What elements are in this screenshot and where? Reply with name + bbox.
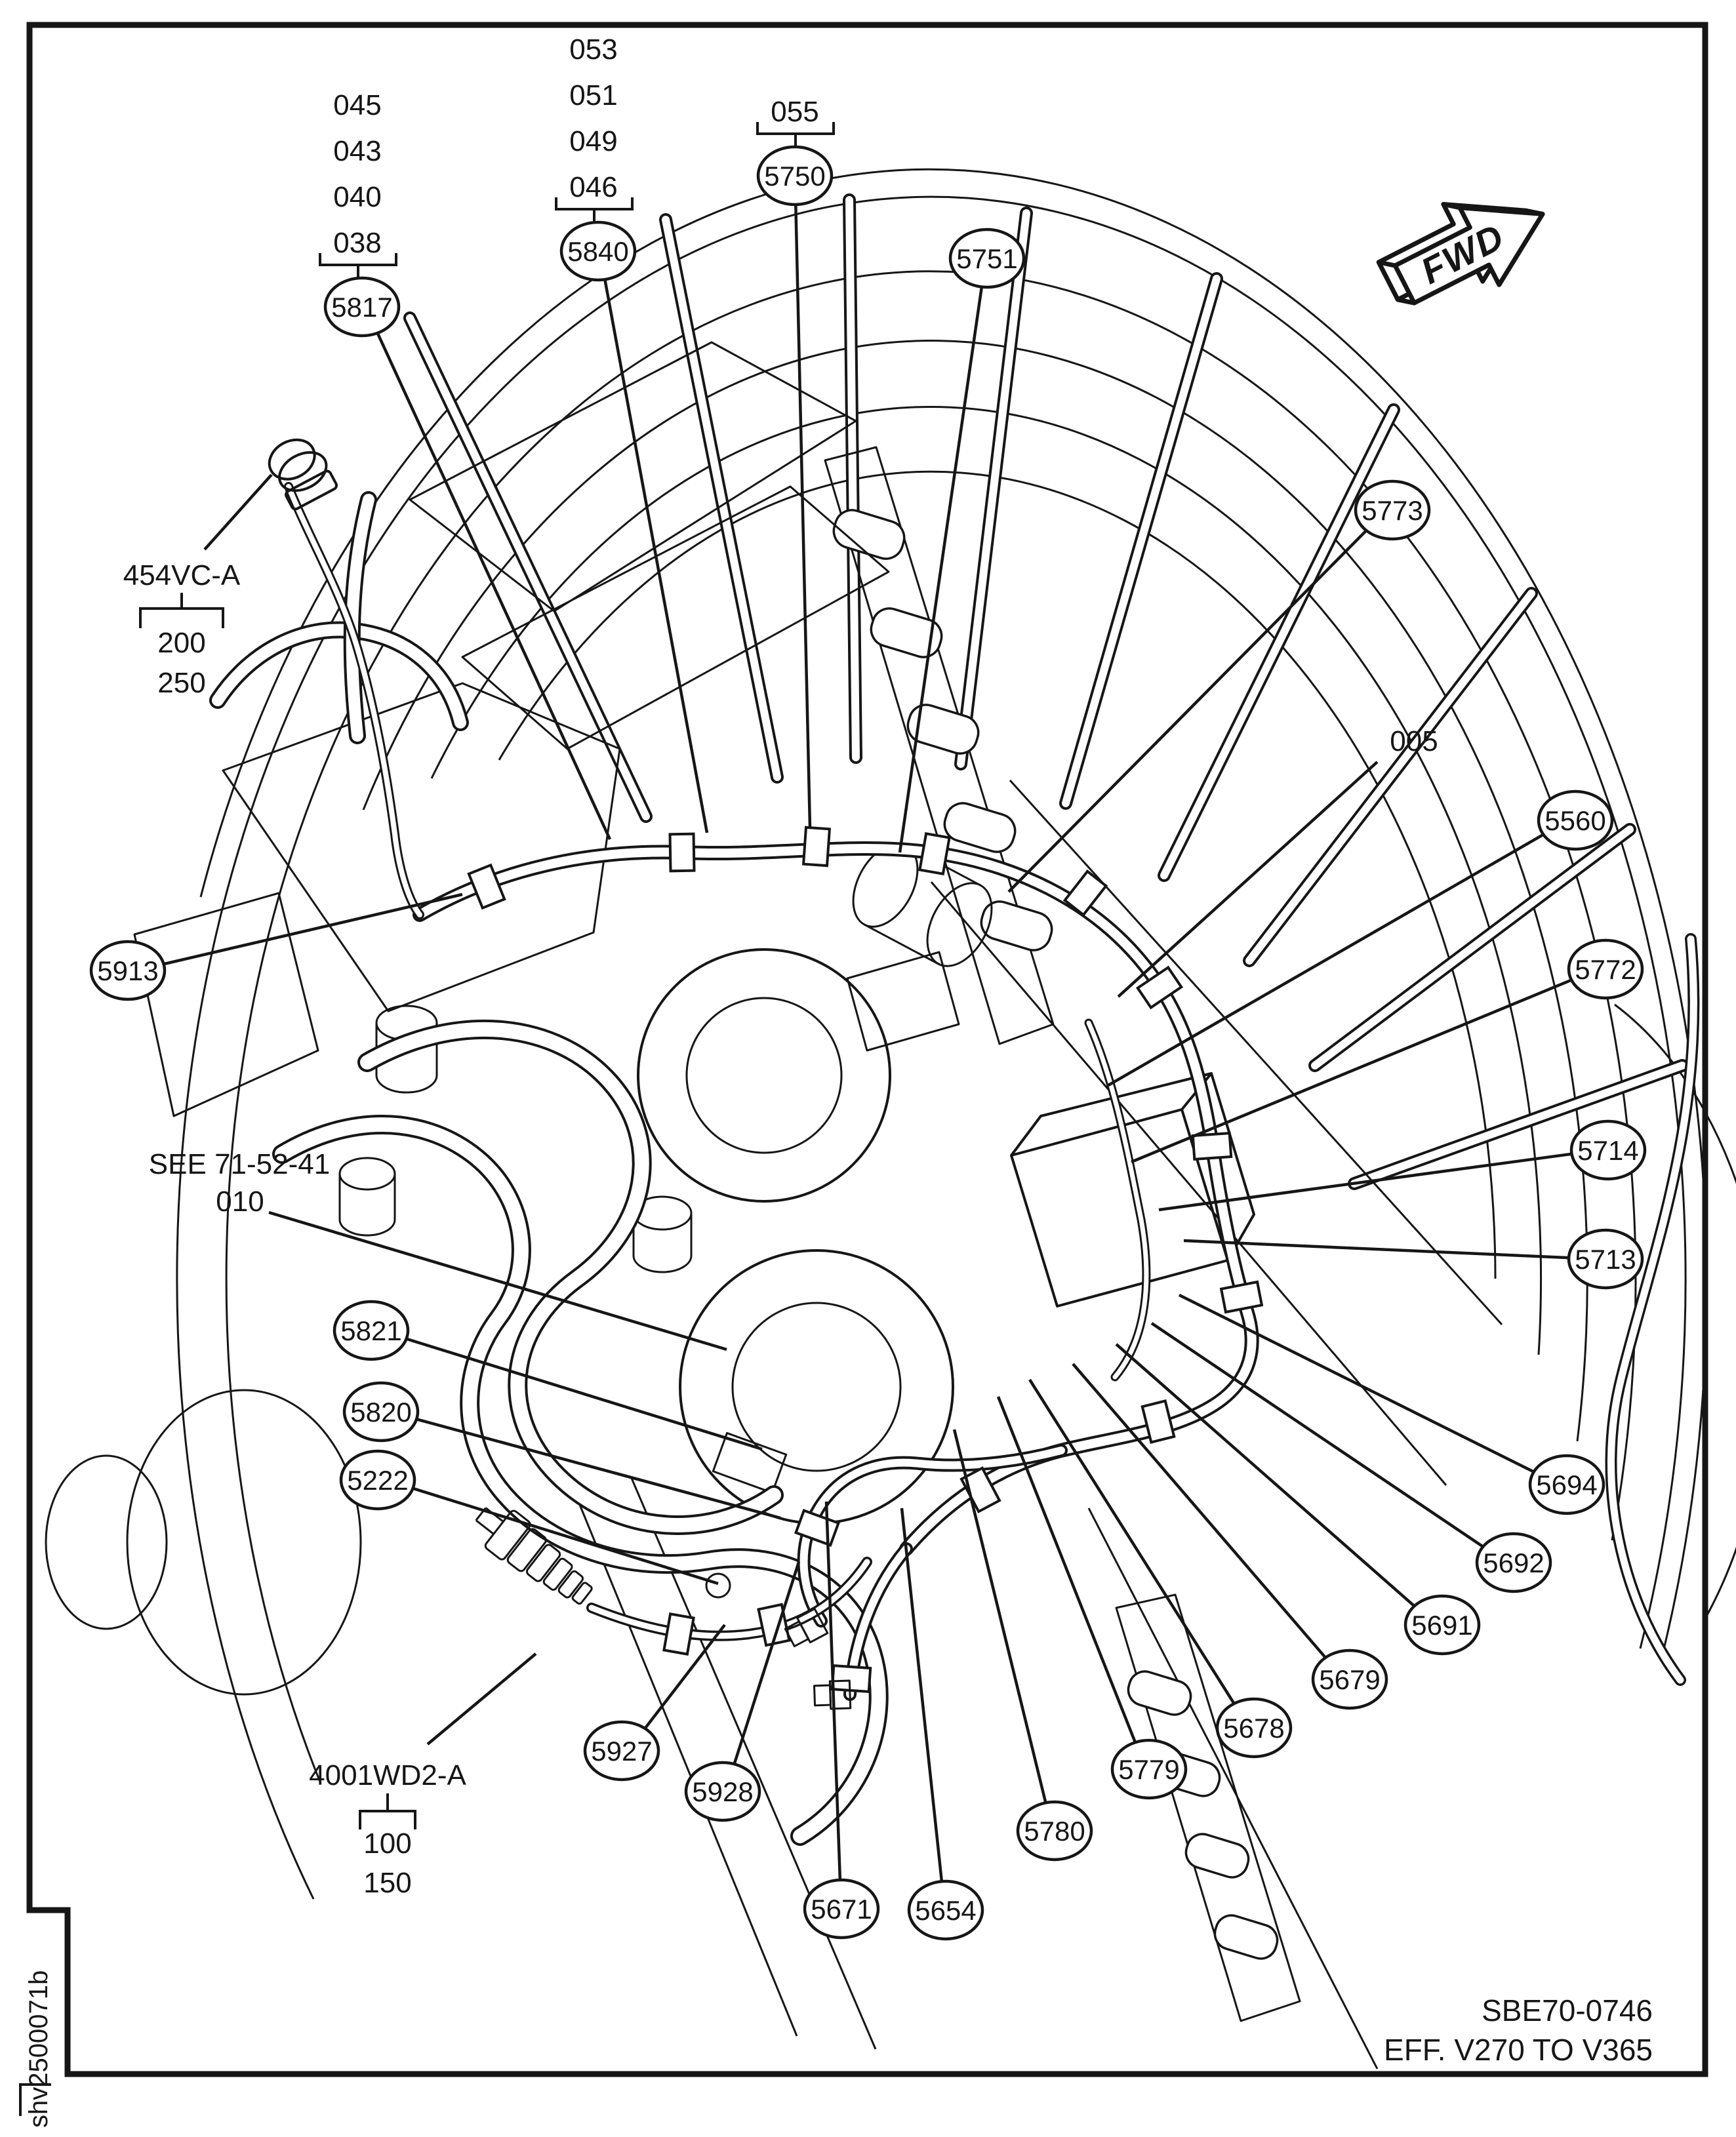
harness-id-454VC-A: 454VC-A [123,559,241,591]
callout-label-5780: 5780 [1024,1816,1085,1847]
harness-id-item-250: 250 [157,667,206,699]
callout-label-5678: 5678 [1223,1713,1285,1744]
drawing-number: SBE70-0746 [1482,1993,1653,2027]
leader-5913 [164,894,462,964]
see-reference-item: 010 [216,1186,264,1218]
callout-label-5750: 5750 [764,161,826,191]
callout-label-5222: 5222 [347,1465,409,1496]
leader-5713 [1184,1241,1569,1258]
callout-label-5671: 5671 [811,1894,872,1925]
leader-5751 [900,287,982,852]
ladder-strut-lower [1116,1595,1300,2021]
item-stack-1: 053 051 049 046 [569,33,618,203]
callout-label-5691: 5691 [1411,1610,1473,1641]
callout-label-5560: 5560 [1544,805,1606,836]
leader-5750 [796,205,810,828]
callout-label-5779: 5779 [1118,1754,1180,1785]
callout-label-5913: 5913 [97,955,159,986]
fan-case-struts [410,200,1682,1184]
callout-label-5821: 5821 [340,1315,402,1346]
effectivity-note: EFF. V270 TO V365 [1384,2033,1653,2067]
gearbox-boss-lower [680,1250,953,1523]
fwd-label: FWD [1414,215,1512,292]
leader-5691 [1116,1344,1415,1606]
callout-label-5817: 5817 [331,292,393,323]
engine-artwork [46,166,1736,2069]
harness-id-item-200: 200 [157,627,206,659]
see-reference-text: SEE 71-52-41 [148,1148,331,1180]
capped-connector [262,429,339,511]
callout-label-5751: 5751 [956,243,1018,274]
sheet-code: shv2500071b [24,1970,53,2128]
callout-label-5692: 5692 [1483,1548,1544,1578]
harness-id-4001WD2-A: 4001WD2-A [309,1759,466,1791]
leader-5928 [735,1562,799,1764]
callout-label-5679: 5679 [1319,1664,1381,1695]
callout-label-5928: 5928 [692,1776,754,1807]
callout-label-5772: 5772 [1575,954,1636,985]
leader-5222 [413,1488,718,1584]
gearbox-boss-upper [638,949,890,1201]
callout-label-5773: 5773 [1362,495,1423,526]
item-stack-2: 055 [771,96,819,128]
item-stack-0: 045 043 040 038 [333,89,382,259]
harness-id-item-100: 100 [363,1827,412,1860]
callout-label-5840: 5840 [567,236,629,267]
callout-label-5714: 5714 [1577,1135,1639,1166]
item-005-label: 005 [1390,725,1438,757]
harness-id-bracket-0 [140,593,223,628]
harness-id-bracket-1 [360,1793,415,1829]
leader-5654 [902,1508,942,1881]
callout-label-5654: 5654 [915,1895,977,1926]
harness-id-item-150: 150 [363,1867,412,1899]
leader-5821 [407,1339,762,1449]
callout-label-5694: 5694 [1536,1469,1598,1500]
callout-label-5820: 5820 [350,1397,412,1428]
callout-label-5927: 5927 [591,1736,653,1767]
leader-5560 [1108,835,1543,1085]
fwd-arrow [1369,166,1562,329]
callout-label-5713: 5713 [1575,1244,1636,1275]
